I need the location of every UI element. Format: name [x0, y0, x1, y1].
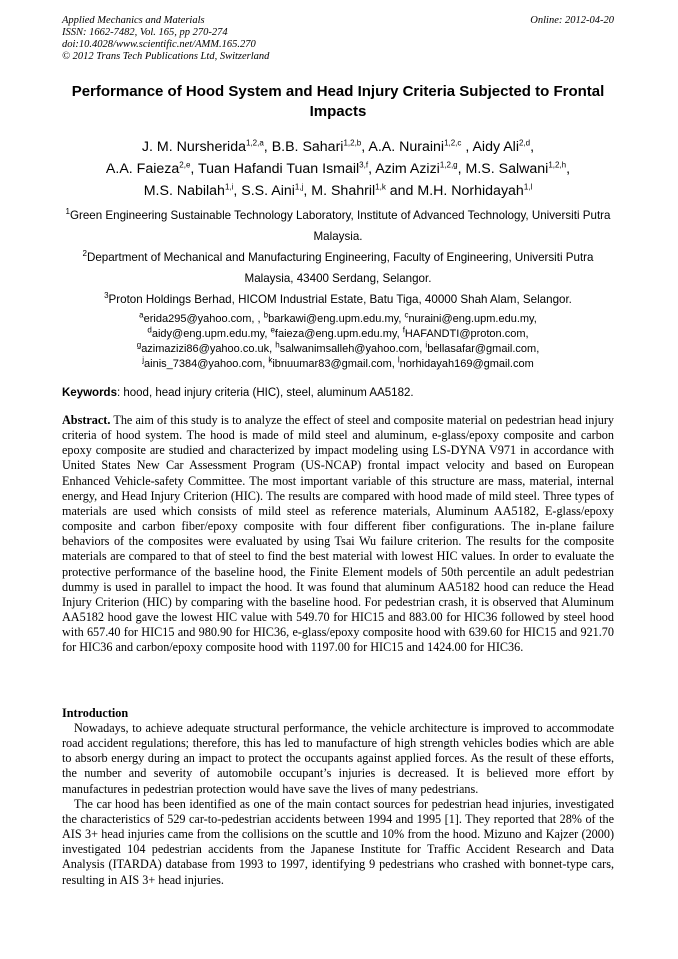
paragraph: Nowadays, to achieve adequate structural performance, the vehicle architecture is improved to accommodate road accident regulations; therefore, this has led to manufacture of high strength vehicles bodies which are able to absorb energy during an impact to protect the occupants against applied forces. As the result of these efforts, the number and severity of automobile occupant’s injuries is decreased. It is believed more effort by manufactures in pedestrian protection would have save the lives of many pedestrians. — [62, 721, 614, 796]
email-link[interactable]: aidy@eng.upm.edu.my — [151, 328, 265, 340]
email-link[interactable]: ainis_7384@yahoo.com — [144, 358, 263, 370]
email-link[interactable]: erida295@yahoo.com — [143, 313, 252, 325]
email-link[interactable]: norhidayah169@gmail.com — [399, 358, 534, 370]
author: M. Shahril$^{1,k}$ and — [311, 182, 418, 199]
affiliation: $^3$Proton Holdings Berhad, HICOM Industrial Estate, Batu Tiga, 40000 Shah Alam, Selangor. — [104, 291, 572, 306]
author: B.B. Sahari$^{1,2,b}$, — [271, 138, 369, 155]
affiliation: $^2$Department of Mechanical and Manufacturing Engineering, Faculty of Engineering, Universiti Putra Malaysia, 43400 Serdang, Selangor. — [82, 249, 594, 285]
keywords-text: : hood, head injury criteria (HIC), steel, aluminum AA5182. — [116, 387, 414, 399]
keywords — [62, 386, 614, 401]
journal-copyright: © 2012 Trans Tech Publications Ltd, Switzerland — [62, 51, 270, 62]
email-line: $^d$aidy@eng.upm.edu.my, $^e$faieza@eng.upm.edu.my, $^f$HAFANDTI@proton.com, — [147, 325, 529, 340]
abstract-text: The aim of this study is to analyze the effect of steel and composite material on pedestrian head injury criteria of hood system. The hood is made of mild steel and aluminum, e-glass/epoxy composite and carbon epoxy composite are studied and characterized by impact modeling using LS-DYNA V971 in accordance with United States New Car Assessment Program (US-NCAP) frontal impact velocity and based on European Enhanced Vehicle-safety Committee. The most important variable of this structure are mass, material, internal energy, and Head Injury Criterion (HIC). The results are compared with hood made of mild steel. Three types of materials are used which consists of mild steel as reference materials, Aluminum AA5182, E-glass/epoxy composite and carbon fiber/epoxy composite with four different fiber configurations. The in-plane failure behaviors of the composites were evaluated by using Tsai Wu failure criterion. The results for the composite materials are compared to that of steel to find the best material with lowest HIC values. In order to evaluate the protective performance of the baseline hood, the Finite Element models of 50th percentile an adult pedestrian dummy is used in parallel to impact the hood. It was found that aluminum AA5182 hood can reduce the Head Injury Criterion (HIC) by comparing with the baseline hood. For pedestrian crash, it is observed that Aluminum AA5182 hood gave the lowest HIC value with 549.70 for HIC15 and 883.00 for HIC36 followed by steel hood with 657.40 for HIC15 and 980.90 for HIC36, e-glass/epoxy composite hood with 639.60 for HIC15 and 921.70 for HIC36 and carbon/epoxy composite hood with 1197.00 for HIC15 and 1424.00 for HIC36. — [62, 413, 614, 655]
author: A.A. Faieza$^{2,e}$, — [105, 160, 199, 177]
journal-name: Applied Mechanics and Materials — [62, 15, 205, 26]
online-date: Online: 2012-04-20 — [530, 15, 614, 26]
author: M.S. Salwani$^{1,2,h}$, — [465, 160, 571, 177]
abstract-label: Abstract. — [62, 413, 111, 427]
email-link[interactable]: azimazizi86@yahoo.co.uk — [141, 343, 270, 355]
author: J. M. Nursherida$^{1,2,a}$, — [141, 138, 272, 155]
email-link[interactable]: barkawi@eng.upm.edu.my — [268, 313, 399, 325]
email-link[interactable]: bellasafar@gmail.com — [427, 343, 537, 355]
affiliation-list — [62, 205, 614, 310]
email-list — [62, 312, 614, 372]
email-link[interactable]: nuraini@eng.upm.edu.my — [408, 313, 534, 325]
email-link[interactable]: ibnuumar83@gmail.com — [272, 358, 392, 370]
author: M.H. Norhidayah$^{1,l}$ — [417, 182, 533, 199]
introduction-heading: Introduction — [62, 706, 129, 720]
author: A.A. Nuraini$^{1,2,c}$ , — [368, 138, 473, 155]
author-list — [50, 136, 626, 202]
author: Tuan Hafandi Tuan Ismail$^{3,f}$, — [198, 160, 376, 177]
author: M.S. Nabilah$^{1,i}$, — [143, 182, 242, 199]
author: S.S. Aini$^{1,j}$, — [241, 182, 312, 199]
abstract — [62, 413, 614, 656]
email-link[interactable]: faieza@eng.upm.edu.my — [274, 328, 397, 340]
paragraph: The car hood has been identified as one of the main contact sources for pedestrian head injuries, investigated the characteristics of 529 car-to-pedestrian accidents between 1994 and 1995 [1]. They reported that 28% of the AIS 3+ head injuries came from the collisions on the scuttle and 10% from the hood. Mizuno and Kajzer (2000) investigated 104 pedestrian accidents from the Japanese Institute for Traffic Accident Research and Data Analysis (ITARDA) database from 1993 to 1997, identifying 9 pedestrians who crashed with bonnet-type cars, resulting in AIS 3+ head injuries. — [62, 796, 614, 887]
author: Azim Azizi$^{1,2,g}$, — [375, 160, 466, 177]
email-line: $^a$erida295@yahoo.com, , $^b$barkawi@eng.upm.edu.my, $^c$nuraini@eng.upm.edu.my, — [139, 310, 537, 325]
journal-doi: doi:10.4028/www.scientific.net/AMM.165.270 — [62, 39, 256, 50]
email-line: $^g$azimazizi86@yahoo.co.uk, $^h$salwanimsalleh@yahoo.com, $^i$bellasafar@gmail.com, — [136, 340, 540, 355]
email-line: $^j$ainis_7384@yahoo.com, $^k$ibnuumar83@gmail.com, $^l$norhidayah169@gmail.com — [142, 355, 534, 370]
journal-issn: ISSN: 1662-7482, Vol. 165, pp 270-274 — [62, 27, 228, 38]
paper-title: Performance of Hood System and Head Injury Criteria Subjected to Frontal Impacts — [71, 83, 605, 120]
journal-header — [62, 15, 614, 63]
affiliation: $^1$Green Engineering Sustainable Technology Laboratory, Institute of Advanced Technology, Universiti Putra Malaysia. — [65, 207, 611, 243]
author: Aidy Ali$^{2,d}$, — [472, 138, 535, 155]
keywords-label: Keywords — [62, 387, 117, 399]
email-link[interactable]: HAFANDTI@proton.com — [404, 328, 526, 340]
email-link[interactable]: salwanimsalleh@yahoo.com — [279, 343, 420, 355]
introduction-body — [62, 721, 614, 888]
